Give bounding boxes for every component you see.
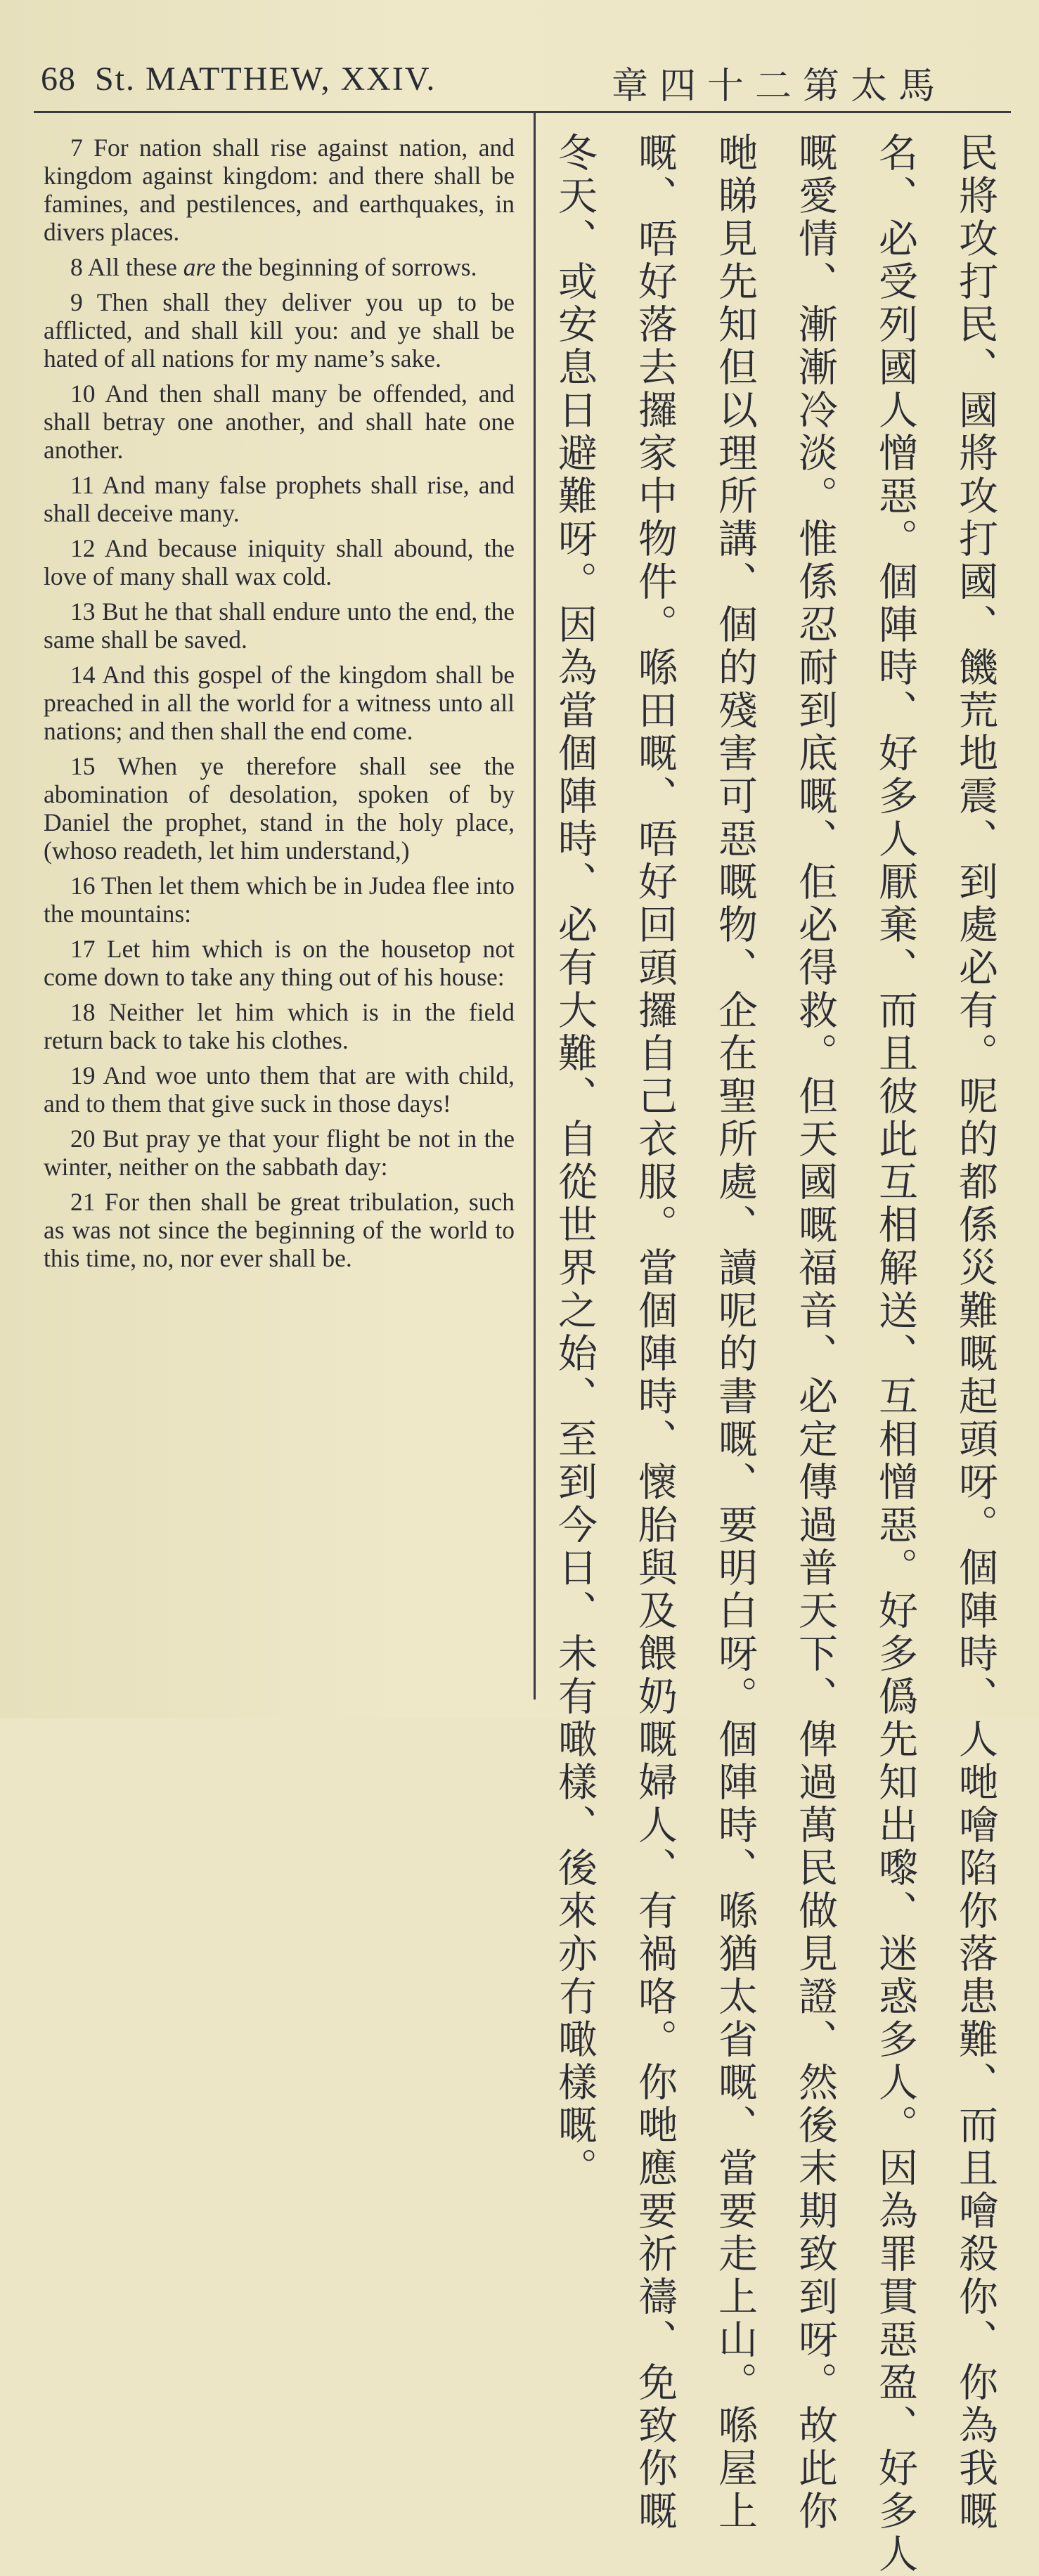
- chinese-column-5: 嘅、唔好落去攞家中物件。喺田嘅、唔好回頭攞自己衣服。當個陣時、懷胎與及餵奶嘅婦人、有禍咯。你哋應要祈禱、免致你嘅: [632, 132, 678, 2533]
- verse-9: [44, 288, 515, 373]
- verse-text: Let him which is on the housetop not come down to take any thing out of his house:: [44, 935, 515, 991]
- verse-text: All these: [87, 253, 183, 281]
- verse-text: But pray ye that your flight be not in the winter, neither on the sabbath day:: [44, 1125, 515, 1181]
- header-rule: [34, 111, 1011, 113]
- verse-number: 12: [70, 534, 96, 562]
- verse-text: But he that shall endure unto the end, the same shall be saved.: [44, 597, 515, 654]
- verse-text: And then shall many be offended, and shall betray one another, and shall hate one another.: [44, 380, 515, 464]
- verse-7: [44, 134, 515, 246]
- verse-number: 18: [70, 998, 96, 1026]
- verse-number: 14: [70, 661, 96, 689]
- verse-number: 16: [70, 872, 96, 900]
- verse-number: 11: [70, 471, 95, 499]
- chinese-column-1: 民將攻打民、國將攻打國、饑荒地震、到處必有。呢的都係災難嘅起頭呀。個陣時、人哋噲陷你落患難、而且噲殺你、你為我嘅: [953, 132, 998, 2533]
- verse-text: And this gospel of the kingdom shall be preached in all the world for a witness unto all nations; and then shall the end come.: [44, 661, 515, 745]
- verse-number: 15: [70, 752, 96, 780]
- verse-text: When ye therefore shall see the abomination of desolation, spoken of by Daniel the prophet, stand in the holy place, (whoso readeth, let him understand,): [44, 752, 515, 865]
- verse-13: [44, 597, 515, 654]
- verse-number: 20: [70, 1125, 96, 1153]
- chinese-column-6: 冬天、或安息日避難呀。因為當個陣時、必有大難、自從世界之始、至到今日、未有噉樣、後來亦冇噉樣嘅。: [552, 132, 598, 2190]
- verse-19: [44, 1061, 515, 1118]
- verse-number: 21: [70, 1188, 96, 1216]
- verse-number: 13: [70, 597, 96, 626]
- verse-21: [44, 1188, 515, 1272]
- verse-text: For then shall be great tribulation, such as was not since the beginning of the world to this time, no, nor ever shall be.: [44, 1188, 515, 1272]
- verse-number: 10: [70, 380, 96, 408]
- verse-15: [44, 752, 515, 865]
- verse-number: 8: [70, 253, 83, 281]
- verse-11: [44, 471, 515, 527]
- verse-18: [44, 998, 515, 1054]
- english-column: [44, 134, 515, 1680]
- chinese-column-3: 嘅愛情、漸漸冷淡。惟係忍耐到底嘅、佢必得救。但天國嘅福音、必定傳過普天下、俾過萬民做見證、然後末期致到呀。故此你: [792, 132, 838, 2533]
- chinese-page-title: 章四十二第太馬: [612, 65, 947, 108]
- chinese-column-area: [545, 132, 1030, 2576]
- verse-14: [44, 661, 515, 745]
- verse-8: [44, 253, 515, 281]
- verse-text: Then let them which be in Judea flee into the mountains:: [44, 872, 515, 928]
- verse-17: [44, 935, 515, 991]
- verse-text: And because iniquity shall abound, the love of many shall wax cold.: [44, 534, 515, 590]
- verse-text: And many false prophets shall rise, and shall deceive many.: [44, 471, 515, 527]
- verse-text: Neither let him which is in the field return back to take his clothes.: [44, 998, 515, 1054]
- verse-12: [44, 534, 515, 590]
- page-title: St. MATTHEW, XXIV.: [95, 60, 437, 98]
- verse-number: 9: [70, 288, 83, 316]
- chinese-column-4: 哋睇見先知但以理所講、個的殘害可惡嘅物、企在聖所處、讀呢的書嘅、要明白呀。個陣時、喺猶太省嘅、當要走上山。喺屋上: [712, 132, 758, 2533]
- verse-16: [44, 872, 515, 928]
- italic-word: are: [183, 253, 216, 281]
- verse-number: 7: [70, 134, 83, 162]
- verse-number: 17: [70, 935, 96, 963]
- chinese-column-2: 名、必受列國人憎惡。個陣時、好多人厭棄、而且彼此互相解送、互相憎惡。好多僞先知出嚟、迷惑多人。因為罪貫惡盈、好多人: [872, 132, 918, 2576]
- column-divider: [534, 111, 536, 1700]
- verse-10: [44, 380, 515, 464]
- verse-20: [44, 1125, 515, 1181]
- verse-text: the beginning of sorrows.: [215, 253, 477, 281]
- verse-text: Then shall they deliver you up to be afflicted, and shall kill you: and ye shall be hated of all nations for my name’s sake.: [44, 288, 515, 373]
- verse-text: And woe unto them that are with child, and to them that give suck in those days!: [44, 1061, 515, 1118]
- verse-text: For nation shall rise against nation, and kingdom against kingdom: and there shall be famines, and pestilences, and earthquakes, in divers places.: [44, 134, 515, 246]
- verse-number: 19: [70, 1061, 96, 1089]
- page-number: 68: [41, 60, 76, 98]
